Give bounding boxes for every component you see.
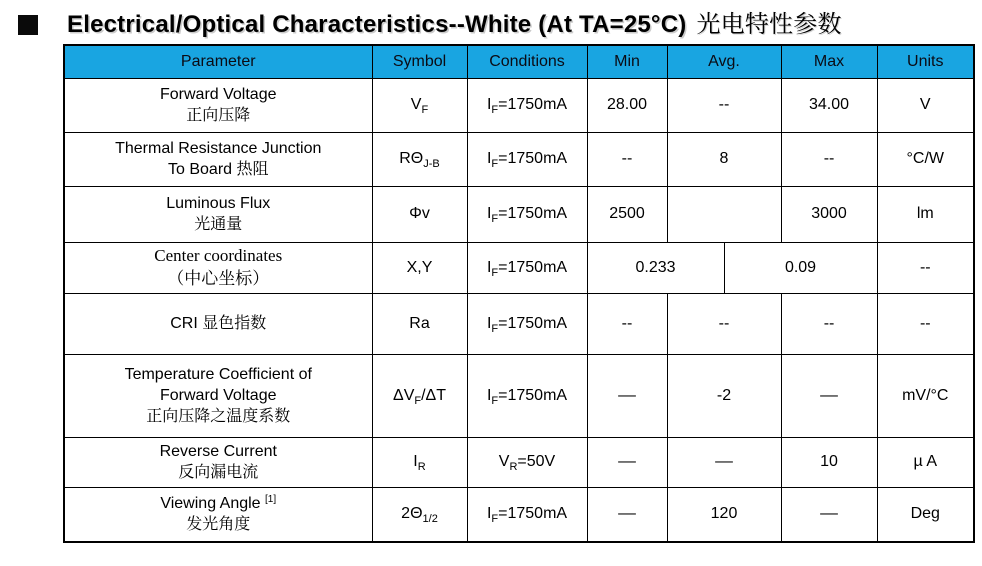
table-row-viewing-angle: [64, 487, 974, 542]
units-cell: mV/°C: [877, 354, 974, 437]
conditions-cell: $I_F=1750mA$: [467, 78, 587, 132]
parameter-line-cn: （中心坐标）: [167, 268, 270, 288]
symbol-cell: Ra: [372, 293, 467, 354]
max-cell: ––: [781, 487, 877, 542]
parameter-cell: [64, 354, 372, 437]
parameter-line-cn: To Board 热阻: [168, 161, 269, 178]
section-title-en: Electrical/Optical Characteristics--White (At TA=25°C): [67, 11, 687, 38]
parameter-line-en: Reverse Current: [159, 442, 277, 460]
avg-cell: 120: [667, 487, 781, 542]
parameter-line-en: Forward Voltage: [159, 85, 277, 103]
min-cell: 28.00: [587, 78, 667, 132]
conditions-cell: $I_F=1750mA$: [467, 186, 587, 242]
avg-cell: -2: [667, 354, 781, 437]
table-row-luminous-flux: [64, 186, 974, 242]
min-cell: ––: [587, 437, 667, 487]
parameter-line-en: Luminous Flux: [166, 194, 271, 212]
units-cell: µ A: [877, 437, 974, 487]
table-row-thermal-resistance: [64, 132, 974, 186]
symbol-cell: X,Y: [372, 242, 467, 293]
parameter-line-en: Viewing Angle [1]: [160, 494, 277, 513]
parameter-line-cn: 发光角度: [186, 516, 251, 534]
conditions-cell: $I_F=1750mA$: [467, 293, 587, 354]
section-title-bar: [18, 8, 968, 41]
min-cell: ––: [587, 487, 667, 542]
parameter-cell: [64, 186, 372, 242]
parameter-cell: [64, 78, 372, 132]
units-cell: --: [877, 242, 974, 293]
conditions-cell: $V_R=50V$: [467, 437, 587, 487]
units-cell: Deg: [877, 487, 974, 542]
conditions-cell: $I_F=1750mA$: [467, 132, 587, 186]
min-cell: 2500: [587, 186, 667, 242]
header-parameter: Parameter: [64, 45, 372, 78]
avg-cell: ––: [667, 437, 781, 487]
max-cell: 3000: [781, 186, 877, 242]
parameter-line-en2: Forward Voltage: [159, 386, 277, 404]
table-header-row: [64, 45, 974, 78]
min-cell: --: [587, 132, 667, 186]
header-max: Max: [781, 45, 877, 78]
parameter-cell: [64, 437, 372, 487]
parameter-line-en: Center coordinates: [154, 246, 283, 266]
max-cell: --: [781, 293, 877, 354]
parameter-line-cn: 正向压降: [186, 107, 251, 124]
symbol-cell: $\Delta V_F/\Delta T$: [372, 354, 467, 437]
symbol-cell: $2\Theta_{1/2}$: [372, 487, 467, 542]
parameter-line-en: Thermal Resistance Junction: [115, 139, 322, 157]
table-row-forward-voltage: [64, 78, 974, 132]
symbol-cell: $R\Theta_{J-B}$: [372, 132, 467, 186]
symbol-cell: $I_R$: [372, 437, 467, 487]
header-symbol: Symbol: [372, 45, 467, 78]
header-avg: Avg.: [667, 45, 781, 78]
table-row-cri: [64, 293, 974, 354]
avg-cell: --: [667, 293, 781, 354]
table-row-temp-coefficient: [64, 354, 974, 437]
coordinate-y-cell: 0.09: [724, 242, 877, 293]
min-cell: --: [587, 293, 667, 354]
parameter-cell: [64, 242, 372, 293]
header-conditions: Conditions: [467, 45, 587, 78]
max-cell: 34.00: [781, 78, 877, 132]
characteristics-table: [63, 44, 975, 543]
units-cell: °C/W: [877, 132, 974, 186]
symbol-cell: Φv: [372, 186, 467, 242]
avg-cell: [667, 186, 781, 242]
max-cell: ––: [781, 354, 877, 437]
footnote-ref: [1]: [265, 494, 277, 506]
units-cell: --: [877, 293, 974, 354]
units-cell: V: [877, 78, 974, 132]
section-title: [67, 8, 842, 41]
avg-cell: --: [667, 78, 781, 132]
conditions-cell: $I_F=1750mA$: [467, 354, 587, 437]
max-cell: --: [781, 132, 877, 186]
symbol-cell: $V_F$: [372, 78, 467, 132]
parameter-cell: [64, 132, 372, 186]
parameter-cell: [64, 293, 372, 354]
table-row-center-coordinates: [64, 242, 974, 293]
max-cell: 10: [781, 437, 877, 487]
units-cell: lm: [877, 186, 974, 242]
table-row-reverse-current: [64, 437, 974, 487]
min-cell: ––: [587, 354, 667, 437]
parameter-line-en: Temperature Coefficient of: [124, 365, 312, 383]
section-title-cn: 光电特性参数: [696, 11, 842, 38]
parameter-line-cn: 光通量: [194, 216, 243, 233]
parameter-line-cn: 正向压降之温度系数: [146, 408, 291, 426]
parameter-line-en: CRI 显色指数: [170, 314, 267, 332]
parameter-line-cn: 反向漏电流: [178, 464, 259, 481]
header-min: Min: [587, 45, 667, 78]
black-square-bullet-icon: [18, 15, 38, 35]
parameter-cell: [64, 487, 372, 542]
avg-cell: 8: [667, 132, 781, 186]
conditions-cell: $I_F=1750mA$: [467, 487, 587, 542]
conditions-cell: $I_F=1750mA$: [467, 242, 587, 293]
header-units: Units: [877, 45, 974, 78]
coordinate-x-cell: 0.233: [587, 242, 724, 293]
